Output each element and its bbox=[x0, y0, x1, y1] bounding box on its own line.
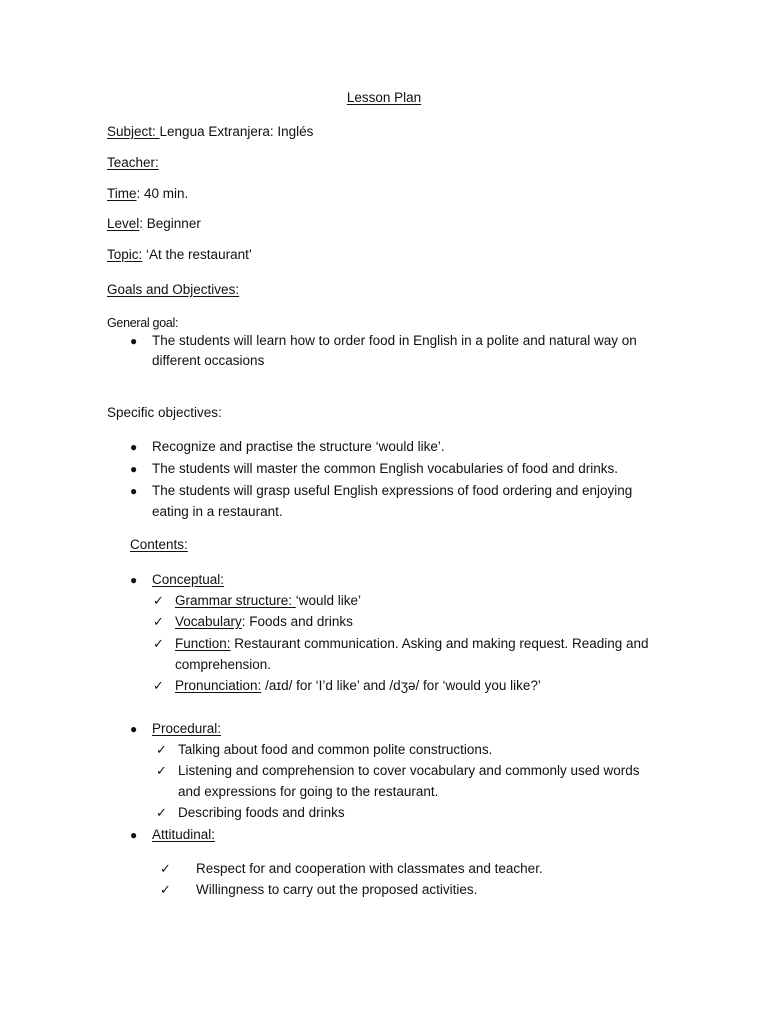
function-line-continued: comprehension. bbox=[175, 657, 272, 672]
time-label: Time bbox=[107, 186, 137, 201]
check-icon: ✓ bbox=[153, 593, 164, 608]
procedural-item: and expressions for going to the restaurant. bbox=[178, 784, 439, 799]
attitudinal-label: Attitudinal: bbox=[152, 827, 216, 842]
subject-line bbox=[107, 122, 313, 142]
general-goal-line: The students will learn how to order food in English in a polite and natural way on bbox=[152, 333, 637, 348]
check-icon: ✓ bbox=[160, 882, 171, 897]
procedural-label: Procedural: bbox=[152, 721, 222, 736]
procedural-item: Listening and comprehension to cover vocabulary and commonly used words bbox=[178, 763, 640, 778]
time-line bbox=[107, 184, 188, 204]
contents-heading: Contents: bbox=[130, 537, 188, 552]
topic-line bbox=[107, 245, 252, 265]
bullet-icon: ● bbox=[130, 573, 138, 587]
bullet-icon: ● bbox=[130, 722, 138, 736]
bullet-icon: ● bbox=[130, 828, 138, 842]
vocabulary-line bbox=[175, 612, 353, 632]
bullet-icon: ● bbox=[130, 484, 138, 498]
specific-objective-item: Recognize and practise the structure ‘would like’. bbox=[152, 439, 445, 454]
bullet-icon: ● bbox=[130, 334, 138, 348]
specific-objective-item: The students will master the common English vocabularies of food and drinks. bbox=[152, 461, 618, 476]
attitudinal-item: Willingness to carry out the proposed activities. bbox=[196, 882, 478, 897]
time-value: : 40 min. bbox=[136, 186, 189, 201]
general-goal-line: different occasions bbox=[152, 353, 265, 368]
subject-label: Subject: bbox=[107, 124, 160, 139]
procedural-item: Describing foods and drinks bbox=[178, 805, 345, 820]
subject-value: Lengua Extranjera: Inglés bbox=[159, 124, 314, 139]
goals-heading: Goals and Objectives: bbox=[107, 282, 240, 297]
attitudinal-item: Respect for and cooperation with classmates and teacher. bbox=[196, 861, 543, 876]
check-icon: ✓ bbox=[156, 742, 167, 757]
level-line bbox=[107, 214, 201, 234]
pronunciation-label: Pronunciation: bbox=[175, 678, 262, 693]
teacher-label: Teacher: bbox=[107, 155, 159, 170]
check-icon: ✓ bbox=[156, 805, 167, 820]
topic-value: ‘At the restaurant’ bbox=[142, 247, 252, 262]
check-icon: ✓ bbox=[153, 614, 164, 629]
grammar-label: Grammar structure: bbox=[175, 593, 296, 608]
bullet-icon: ● bbox=[130, 462, 138, 476]
level-value: : Beginner bbox=[139, 216, 201, 231]
grammar-value: ‘would like’ bbox=[295, 593, 362, 608]
vocabulary-value: : Foods and drinks bbox=[241, 614, 353, 629]
function-value: Restaurant communication. Asking and making request. Reading and bbox=[230, 636, 649, 651]
function-line bbox=[175, 634, 649, 654]
bullet-icon: ● bbox=[130, 440, 138, 454]
level-label: Level bbox=[107, 216, 140, 231]
specific-objectives-label: Specific objectives: bbox=[107, 405, 222, 420]
general-goal-label: General goal: bbox=[107, 316, 179, 330]
check-icon: ✓ bbox=[153, 678, 164, 693]
function-label: Function: bbox=[175, 636, 231, 651]
check-icon: ✓ bbox=[160, 861, 171, 876]
pronunciation-value: /aɪd/ for ‘I’d like’ and /dʒə/ for ‘would you like?’ bbox=[261, 678, 541, 693]
document-title: Lesson Plan bbox=[346, 90, 422, 105]
check-icon: ✓ bbox=[156, 763, 167, 778]
specific-objective-item: eating in a restaurant. bbox=[152, 504, 283, 519]
topic-label: Topic: bbox=[107, 247, 143, 262]
conceptual-label: Conceptual: bbox=[152, 572, 225, 587]
vocabulary-label: Vocabulary bbox=[175, 614, 242, 629]
grammar-line bbox=[175, 591, 361, 611]
pronunciation-line bbox=[175, 676, 541, 696]
check-icon: ✓ bbox=[153, 636, 164, 651]
procedural-item: Talking about food and common polite constructions. bbox=[178, 742, 493, 757]
specific-objective-item: The students will grasp useful English expressions of food ordering and enjoying bbox=[152, 483, 633, 498]
